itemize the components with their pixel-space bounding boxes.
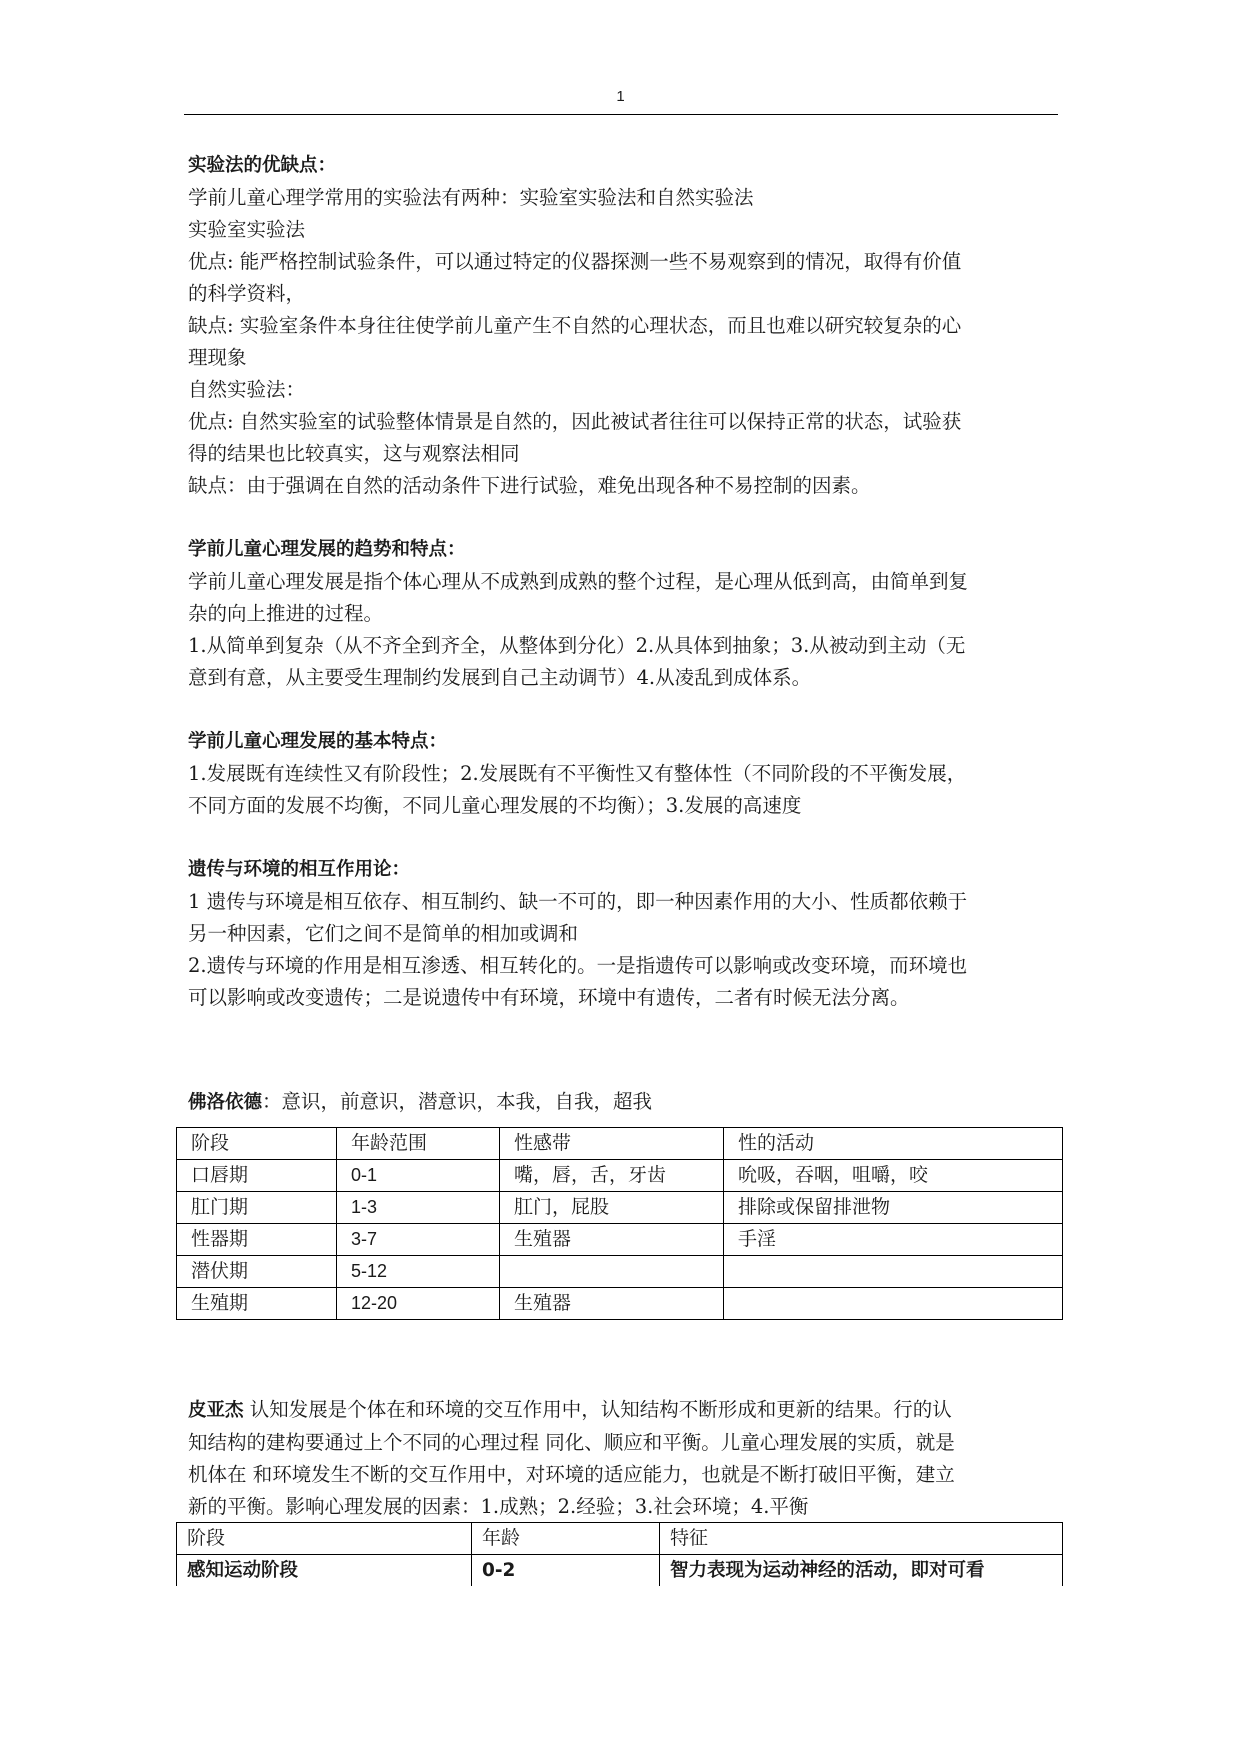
heading-experiment: 实验法的优缺点：	[188, 155, 337, 176]
heading-trend: 学前儿童心理发展的趋势和特点：	[188, 539, 466, 560]
paragraph-line: 得的结果也比较真实，这与观察法相同	[188, 442, 520, 465]
table-cell	[724, 1288, 1063, 1320]
paragraph-line: 自然实验法：	[188, 378, 306, 401]
spacer	[188, 822, 1056, 854]
paragraph-line: 知结构的建构要通过上个不同的心理过程 同化、顺应和平衡。儿童心理发展的实质，就是	[188, 1431, 955, 1454]
paragraph-line: 杂的向上推进的过程。	[188, 602, 384, 625]
freud-intro-text: ：意识，前意识，潜意识，本我，自我，超我	[262, 1090, 653, 1113]
piaget-paragraph-line	[188, 1394, 1056, 1427]
table-header-cell: 阶段	[177, 1128, 337, 1160]
table-cell: 1-3	[337, 1192, 500, 1224]
table-cell: 手淫	[724, 1224, 1063, 1256]
table-header-cell: 性感带	[500, 1128, 724, 1160]
document-body	[188, 150, 1056, 1119]
table-row	[177, 1555, 1063, 1587]
paragraph-line: 可以影响或改变遗传；二是说遗传中有环境，环境中有遗传，二者有时候无法分离。	[188, 986, 910, 1009]
table-cell	[500, 1256, 724, 1288]
table-row	[177, 1160, 1063, 1192]
table-cell: 肛门期	[177, 1192, 337, 1224]
paragraph-line: 新的平衡。影响心理发展的因素：1.成熟；2.经验；3.社会环境；4.平衡	[188, 1495, 809, 1518]
paragraph-line: 机体在 和环境发生不断的交互作用中，对环境的适应能力，也就是不断打破旧平衡，建立	[188, 1463, 955, 1486]
freud-name: 佛洛依德	[188, 1092, 263, 1113]
heading-basic: 学前儿童心理发展的基本特点：	[188, 731, 448, 752]
table-header-cell: 特征	[660, 1523, 1063, 1555]
table-row	[177, 1288, 1063, 1320]
piaget-name: 皮亚杰	[188, 1400, 244, 1421]
freud-intro	[188, 1086, 1056, 1119]
paragraph-line: 学前儿童心理发展是指个体心理从不成熟到成熟的整个过程，是心理从低到高，由简单到复	[188, 570, 969, 593]
paragraph-line: 1.发展既有连续性又有阶段性；2.发展既有不平衡性又有整体性（不同阶段的不平衡发展，	[188, 762, 967, 785]
table-row	[177, 1224, 1063, 1256]
freud-stage-table	[176, 1127, 1063, 1320]
table-cell: 排除或保留排泄物	[724, 1192, 1063, 1224]
spacer	[188, 1014, 1056, 1086]
paragraph-line: 缺点：由于强调在自然的活动条件下进行试验，难免出现各种不易控制的因素。	[188, 474, 871, 497]
table-cell: 性器期	[177, 1224, 337, 1256]
paragraph-line: 优点: 自然实验室的试验整体情景是自然的，因此被试者往往可以保持正常的状态，试验获	[188, 410, 962, 433]
table-header-cell: 年龄范围	[337, 1128, 500, 1160]
table-cell: 生殖器	[500, 1288, 724, 1320]
heading-interaction: 遗传与环境的相互作用论：	[188, 859, 411, 880]
table-cell: 0-1	[337, 1160, 500, 1192]
table-cell: 生殖期	[177, 1288, 337, 1320]
table-cell: 吮吸，吞咽，咀嚼，咬	[724, 1160, 1063, 1192]
paragraph-line: 1 遗传与环境是相互依存、相互制约、缺一不可的，即一种因素作用的大小、性质都依赖于	[188, 890, 968, 913]
table-cell: 嘴，唇，舌，牙齿	[500, 1160, 724, 1192]
table-cell: 潜伏期	[177, 1256, 337, 1288]
table-header-cell: 年龄	[472, 1523, 660, 1555]
paragraph-line: 优点: 能严格控制试验条件，可以通过特定的仪器探测一些不易观察到的情况，取得有价值	[188, 250, 962, 273]
table-header-row	[177, 1523, 1063, 1555]
table-cell: 智力表现为运动神经的活动，即对可看	[660, 1555, 1063, 1587]
spacer	[188, 502, 1056, 534]
paragraph-line: 另一种因素，它们之间不是简单的相加或调和	[188, 922, 579, 945]
table-cell: 12-20	[337, 1288, 500, 1320]
paragraph-line: 1.从简单到复杂（从不齐全到齐全，从整体到分化）2.从具体到抽象；3.从被动到主动（无	[188, 634, 966, 657]
spacer	[188, 694, 1056, 726]
table-row	[177, 1256, 1063, 1288]
paragraph-line: 缺点: 实验室条件本身往往使学前儿童产生不自然的心理状态，而且也难以研究较复杂的心	[188, 314, 962, 337]
paragraph-line: 实验室实验法	[188, 218, 306, 241]
piaget-text: 认知发展是个体在和环境的交互作用中，认知结构不断形成和更新的结果。行的认	[249, 1398, 952, 1421]
paragraph-line: 学前儿童心理学常用的实验法有两种：实验室实验法和自然实验法	[188, 186, 754, 209]
table-row	[177, 1192, 1063, 1224]
table-cell: 3-7	[337, 1224, 500, 1256]
paragraph-line: 理现象	[188, 346, 247, 369]
header-rule	[184, 114, 1058, 115]
table-header-cell: 性的活动	[724, 1128, 1063, 1160]
table-cell: 生殖器	[500, 1224, 724, 1256]
piaget-stage-table	[176, 1522, 1063, 1586]
table-header-row	[177, 1128, 1063, 1160]
table-cell: 5-12	[337, 1256, 500, 1288]
page-number: 1	[616, 88, 625, 105]
paragraph-line: 的科学资料，	[188, 282, 306, 305]
paragraph-line: 2.遗传与环境的作用是相互渗透、相互转化的。一是指遗传可以影响或改变环境，而环境也	[188, 954, 968, 977]
table-cell: 0-2	[472, 1555, 660, 1587]
paragraph-line: 不同方面的发展不均衡，不同儿童心理发展的不均衡）；3.发展的高速度	[188, 794, 802, 817]
table-cell: 肛门，屁股	[500, 1192, 724, 1224]
table-cell: 口唇期	[177, 1160, 337, 1192]
paragraph-line: 意到有意，从主要受生理制约发展到自己主动调节）4.从凌乱到成体系。	[188, 666, 812, 689]
table-cell	[724, 1256, 1063, 1288]
table-cell: 感知运动阶段	[177, 1555, 472, 1587]
piaget-section	[188, 1394, 1056, 1523]
table-header-cell: 阶段	[177, 1523, 472, 1555]
